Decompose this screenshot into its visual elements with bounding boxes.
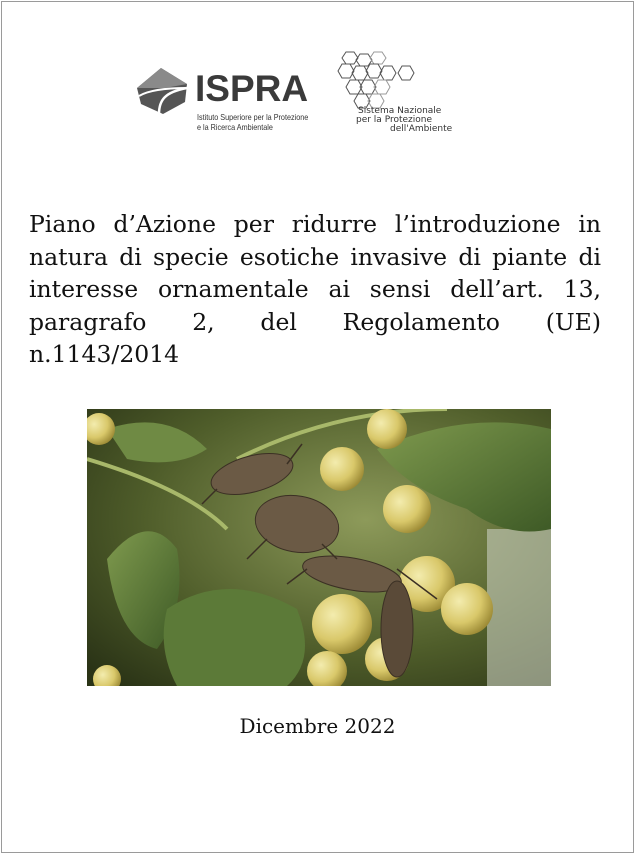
ispra-name: ISPRA <box>195 68 309 109</box>
hexagon-network-icon <box>336 50 426 112</box>
ispra-emblem-icon <box>135 66 191 116</box>
ispra-logo <box>135 64 315 134</box>
snpa-line3: dell'Ambiente <box>390 124 453 134</box>
document-title: Piano d’Azione per ridurre l’introduzione in natura di specie esotiche invasive di piante di interesse ornamentale ai sensi dell’art. 13, paragrafo 2, del Regolamento (UE) n.1143/2014 <box>29 210 601 368</box>
snpa-line1: Sistema Nazionale <box>358 106 442 116</box>
document-page <box>1 1 634 853</box>
publication-date: Dicembre 2022 <box>239 714 396 738</box>
snpa-line2: per la Protezione <box>356 115 433 125</box>
snpa-text <box>358 107 452 134</box>
stink-bugs-on-berries-image <box>87 409 551 686</box>
snpa-logo <box>336 50 476 140</box>
ispra-subtitle-line1: Istituto Superiore per la Protezione <box>197 112 309 122</box>
cover-photo <box>87 409 551 686</box>
ispra-subtitle-line2: e la Ricerca Ambientale <box>197 122 273 132</box>
ispra-subtitle <box>197 112 308 132</box>
